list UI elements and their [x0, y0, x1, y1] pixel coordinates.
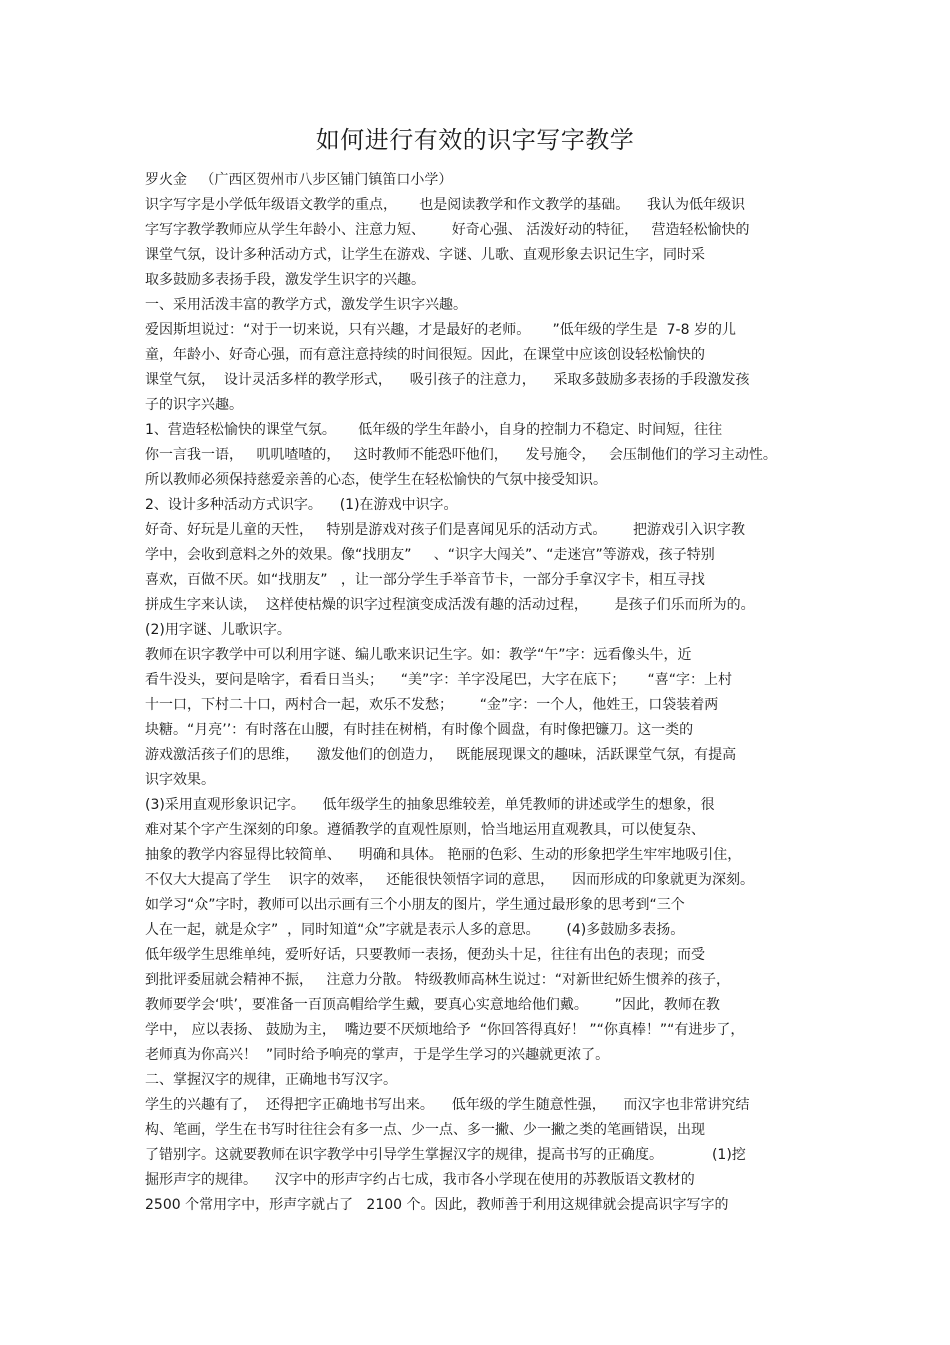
text-line: 子的识字兴趣。 [145, 397, 243, 413]
text-line: 爱因斯坦说过：“对于一切来说，只有兴趣，才是最好的老师。 ”低年级的学生是 7-8 岁的儿 [145, 322, 736, 338]
text-line: 学中， 应以表扬、 鼓励为主， 嘴边要不厌烦地给予 “你回答得真好！ ”“你真棒！”“有进步了， [145, 1022, 745, 1038]
text-line: 看牛没头，要问是啥字，看看日当头； “美”字：羊字没尾巴，大字在底下； “喜“字：上村 [145, 672, 733, 688]
text-line: 二、掌握汉字的规律，正确地书写汉字。 [145, 1072, 397, 1088]
text-line: 掘形声字的规律。 汉字中的形声字约占七成，我市各小学现在使用的苏教版语文教材的 [145, 1172, 695, 1188]
text-line: 教师要学会‘哄’，要准备一百顶高帽给学生戴，要真心实意地给他们戴。 ”因此，教师在教 [145, 997, 720, 1013]
text-line: 十一口，下村二十口，两村合一起，欢乐不发愁； “金”字：一个人，他姓王，口袋装着两 [145, 697, 719, 713]
text-line: 童，年龄小、好奇心强，而有意注意持续的时间很短。因此，在课堂中应该创设轻松愉快的 [145, 347, 705, 363]
text-line: 低年级学生思维单纯，爱听好话，只要教师一表扬，便劲头十足，往往有出色的表现；而受 [145, 947, 705, 963]
text-line: 你一言我一语， 叽叽喳喳的， 这时教师不能恐吓他们， 发号施令， 会压制他们的学习主动性。 [145, 447, 777, 463]
text-line: 学中，会收到意料之外的效果。像“找朋友” 、“识字大闯关”、“走迷宫”等游戏，孩子特别 [145, 547, 715, 563]
text-line: 了错别字。这就要教师在识字教学中引导学生掌握汉字的规律，提高书写的正确度。 (1)挖 [145, 1147, 746, 1163]
text-line: (3)采用直观形象识记字。 低年级学生的抽象思维较差，单凭教师的讲述或学生的想象，很 [145, 797, 715, 813]
text-line: 构、笔画，学生在书写时往往会有多一点、少一点、多一撇、少一撇之类的笔画错误，出现 [145, 1122, 705, 1138]
text-line: 识字写字是小学低年级语文教学的重点， 也是阅读教学和作文教学的基础。 我认为低年级识 [145, 197, 746, 213]
text-line: 难对某个字产生深刻的印象。遵循教学的直观性原则，恰当地运用直观教具，可以使复杂、 [145, 822, 705, 838]
text-line: 罗火金 （广西区贺州市八步区铺门镇笛口小学） [145, 172, 453, 188]
text-line: 教师在识字教学中可以利用字谜、编儿歌来识记生字。如：教学“午”字：远看像头牛，近 [145, 647, 692, 663]
text-line: 2500 个常用字中，形声字就占了 2100 个。因此，教师善于利用这规律就会提高识字写字的 [145, 1197, 729, 1213]
text-line: 好奇、好玩是儿童的天性， 特别是游戏对孩子们是喜闻见乐的活动方式。 把游戏引入识字教 [145, 522, 746, 538]
text-line: 老师真为你高兴！ ”同时给予响亮的掌声，于是学生学习的兴趣就更浓了。 [145, 1047, 610, 1063]
text-line: 课堂气氛，设计多种活动方式，让学生在游戏、字谜、儿歌、直观形象去识记生字，同时采 [145, 247, 705, 263]
text-line: 2、设计多种活动方式识字。 (1)在游戏中识字。 [145, 497, 458, 513]
document-title: 如何进行有效的识字写字教学 [315, 126, 635, 154]
text-line: 到批评委屈就会精神不振， 注意力分散。 特级教师高林生说过：“对新世纪娇生惯养的孩子， [145, 972, 731, 988]
text-line: 如学习“众”字时，教师可以出示画有三个小朋友的图片，学生通过最形象的思考到“三个 [145, 897, 685, 913]
text-line: 取多鼓励多表扬手段，激发学生识字的兴趣。 [145, 272, 425, 288]
text-line: 人在一起，就是众字” ，同时知道“众”字就是表示人多的意思。 (4)多鼓励多表扬。 [145, 922, 685, 938]
text-line: 所以教师必须保持慈爱亲善的心态，使学生在轻松愉快的气氛中接受知识。 [145, 472, 607, 488]
text-line: 一、采用活泼丰富的教学方式，激发学生识字兴趣。 [145, 297, 467, 313]
text-line: 课堂气氛， 设计灵活多样的教学形式， 吸引孩子的注意力， 采取多鼓励多表扬的手段激发孩 [145, 372, 750, 388]
text-line: 拼成生字来认读， 这样使枯燥的识字过程演变成活泼有趣的活动过程， 是孩子们乐而所为的。 [145, 597, 755, 613]
text-line: 抽象的教学内容显得比较简单、 明确和具体。 艳丽的色彩、生动的形象把学生牢牢地吸引住， [145, 847, 742, 863]
text-line: 不仅大大提高了学生 识字的效率， 还能很快领悟字词的意思， 因而形成的印象就更为深刻。 [145, 872, 754, 888]
text-line: 字写字教学教师应从学生年龄小、注意力短、 好奇心强、 活泼好动的特征， 营造轻松愉快的 [145, 222, 750, 238]
text-line: (2)用字谜、儿歌识字。 [145, 622, 291, 638]
text-line: 游戏激活孩子们的思维， 激发他们的创造力， 既能展现课文的趣味，活跃课堂气氛，有提高 [145, 747, 737, 763]
text-line: 1、营造轻松愉快的课堂气氛。 低年级的学生年龄小，自身的控制力不稳定、时间短，往往 [145, 422, 723, 438]
text-line: 喜欢，百做不厌。如“找朋友” ，让一部分学生手举音节卡，一部分手拿汉字卡，相互寻找 [145, 572, 705, 588]
text-line: 学生的兴趣有了， 还得把字正确地书写出来。 低年级的学生随意性强， 而汉字也非常讲究结 [145, 1097, 750, 1113]
text-line: 块糖。“月亮’’：有时落在山腰，有时挂在树梢，有时像个圆盘，有时像把镰刀。这一类的 [145, 722, 694, 738]
text-line: 识字效果。 [145, 772, 215, 788]
